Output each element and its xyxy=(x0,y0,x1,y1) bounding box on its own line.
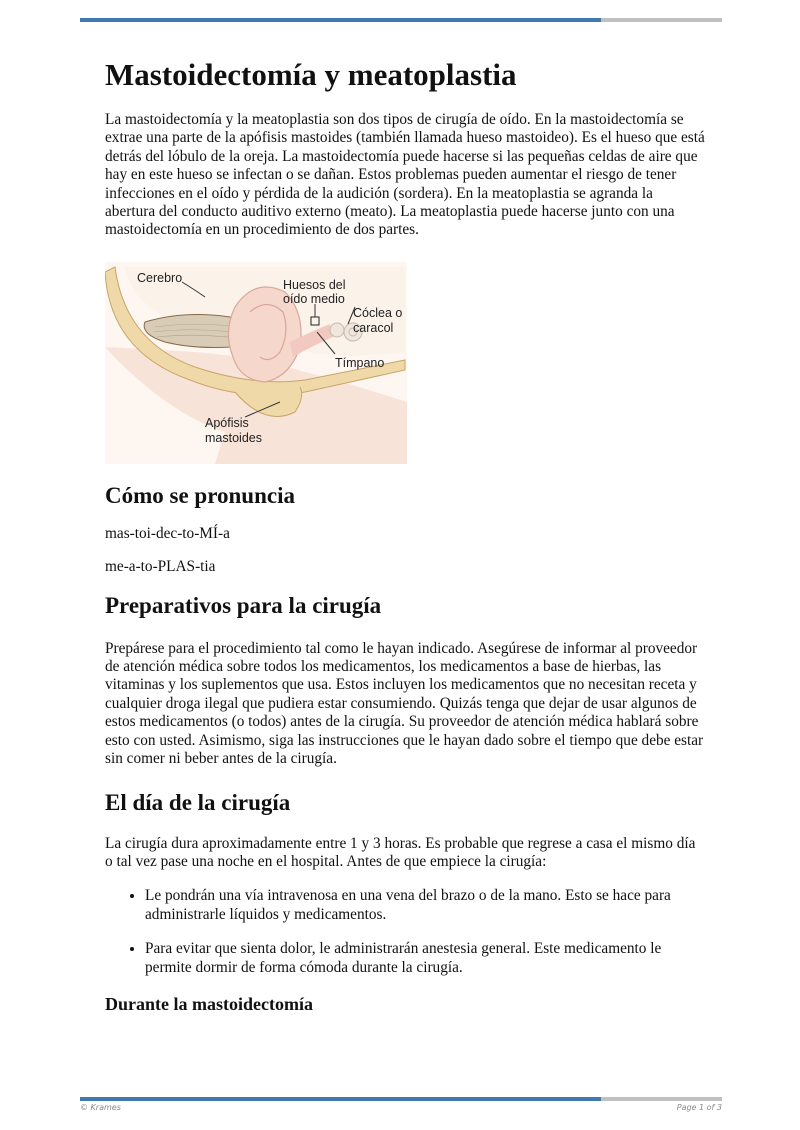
footer-copyright: © Krames xyxy=(80,1103,121,1112)
footer-page-number: Page 1 of 3 xyxy=(676,1103,722,1112)
page-title: Mastoidectomía y meatoplastia xyxy=(105,57,517,92)
surgery-day-paragraph: La cirugía dura aproximadamente entre 1 y 3 horas. Es probable que regrese a casa el mismo día o tal vez pase una noche en el hospital. Antes de que empiece la cirugía: xyxy=(105,834,696,870)
pronunciation-item: mas-toi-dec-to-MÍ-a xyxy=(105,524,230,542)
intro-paragraph: La mastoidectomía y la meatoplastia son dos tipos de cirugía de oído. En la mastoidectomía se extrae una parte de la apófisis mastoides (también llamada hueso mastoideo). Es el hueso que está detrás del lóbulo de la oreja. La mastoidectomía puede hacerse si las pequeñas celdas de aire que hay en este hueso se infectan o se dañan. Estos problemas pueden aumentar el riesgo de tener infecciones en el oído y pérdida de la audición (sordera). En la meatoplastia se agranda la abertura del conducto auditivo externo (meato). La meatoplastia puede hacerse junto con una mastoidectomía en un procedimiento de dos partes. xyxy=(105,111,705,239)
label-coclea-2: caracol xyxy=(353,320,394,335)
preparation-paragraph: Prepárese para el procedimiento tal como le hayan indicado. Asegúrese de informar al proveedor de atención médica sobre todos los medicamentos, los medicamentos a base de hierbas, las vitaminas y los suplementos que usa. Estos incluyen los medicamentos que no necesitan receta y cualquier droga ilegal que pudiera estar consumiendo. Quizás tenga que dejar de usar algunos de estos medicamentos (o todos) antes de la cirugía. Su proveedor de atención médica hablará sobre esto con usted. Asimismo, siga las instrucciones que le hayan dado sobre el tiempo que debe estar sin comer ni beber antes de la cirugía. xyxy=(105,639,704,768)
heading-preparation: Preparativos para la cirugía xyxy=(105,592,382,618)
progress-fill xyxy=(80,18,601,22)
label-timpano: Tímpano xyxy=(335,355,385,370)
label-cerebro: Cerebro xyxy=(137,270,183,285)
label-huesos-1: Huesos del xyxy=(283,277,346,292)
label-apofisis-2: mastoides xyxy=(205,430,262,445)
header-progress-bar xyxy=(80,18,722,22)
progress-fill xyxy=(80,1097,601,1101)
pronunciation-item: me-a-to-PLAS-tia xyxy=(105,558,216,576)
label-huesos-2: oído medio xyxy=(283,291,345,306)
label-coclea-1: Cóclea o xyxy=(353,305,403,320)
ear-anatomy-illustration xyxy=(105,262,407,464)
progress-track xyxy=(601,18,722,22)
heading-pronunciation: Cómo se pronuncia xyxy=(105,482,295,508)
surgery-day-list xyxy=(105,887,705,977)
list-item: • Para evitar que sienta dolor, le administrarán anestesia general. Este medicamento le permite dormir de forma cómoda durante la cirugía. xyxy=(145,940,705,977)
progress-track xyxy=(601,1097,722,1101)
ear-diagram xyxy=(105,262,407,464)
label-apofisis-1: Apófisis xyxy=(205,415,249,430)
heading-surgery-day: El día de la cirugía xyxy=(105,789,291,815)
footer-progress-bar xyxy=(80,1097,722,1101)
document-content xyxy=(105,56,705,1015)
heading-during: Durante la mastoidectomía xyxy=(105,993,313,1014)
list-item: • Le pondrán una vía intravenosa en una vena del brazo o de la mano. Esto se hace para administrarle líquidos y medicamentos. xyxy=(145,887,705,924)
